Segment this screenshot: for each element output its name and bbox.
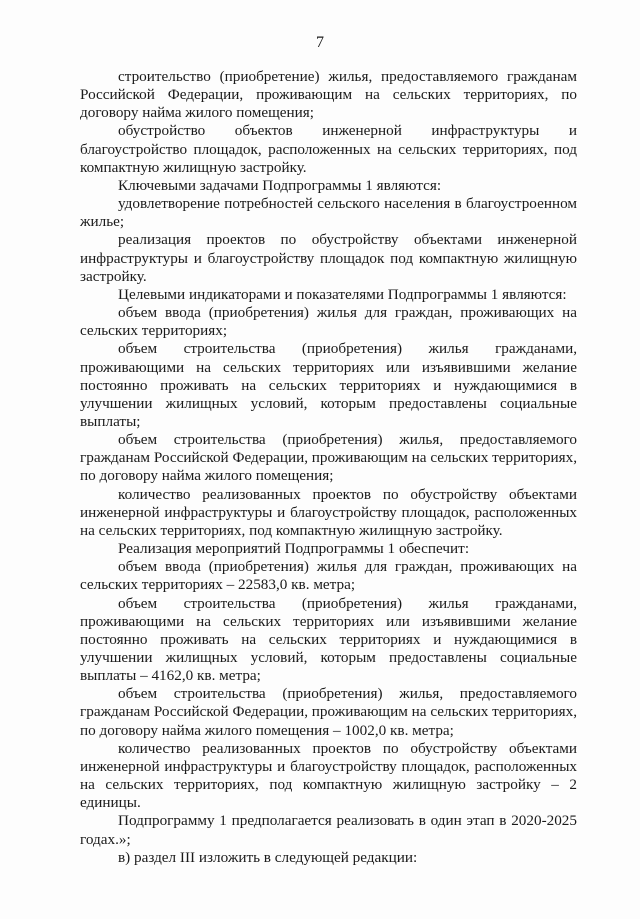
paragraph: в) раздел III изложить в следующей редакции: bbox=[118, 848, 418, 866]
paragraph: объем строительства (приобретения) жилья гражданами, проживающими на сельских территориях или изъявившими желание постоянно проживать на сельских территориях и нуждающимися в улучшении жилищных условий, которым предоставлены социальные выплаты; bbox=[80, 340, 577, 430]
paragraph: объем ввода (приобретения) жилья для граждан, проживающих на сельских территориях; bbox=[80, 304, 577, 340]
paragraph: объем строительства (приобретения) жилья, предоставляемого гражданам Российской Федерации, проживающим на сельских территориях, по договору найма жилого помещения; bbox=[80, 431, 577, 485]
paragraph: Подпрограмму 1 предполагается реализовать в один этап в 2020-2025 годах.»; bbox=[80, 812, 577, 848]
paragraph: обустройство объектов инженерной инфраструктуры и благоустройство площадок, расположенных на сельских территориях, под компактную жилищную застройку. bbox=[80, 122, 577, 176]
paragraph: объем строительства (приобретения) жилья, предоставляемого гражданам Российской Федерации, проживающим на сельских территориях, по договору найма жилого помещения – 1002,0 кв. метра; bbox=[80, 685, 577, 739]
page-number: 7 bbox=[316, 34, 324, 51]
paragraph: Целевыми индикаторами и показателями Подпрограммы 1 являются: bbox=[118, 285, 567, 303]
paragraph: Ключевыми задачами Подпрограммы 1 являются: bbox=[118, 176, 442, 194]
paragraph: строительство (приобретение) жилья, предоставляемого гражданам Российской Федерации, проживающим на сельских территориях, по договору найма жилого помещения; bbox=[80, 68, 577, 122]
paragraph: объем строительства (приобретения) жилья гражданами, проживающими на сельских территориях или изъявившими желание постоянно проживать на сельских территориях и нуждающимися в улучшении жилищных условий, которым предоставлены социальные выплаты – 4162,0 кв. метра; bbox=[80, 594, 577, 685]
paragraph: удовлетворение потребностей сельского населения в благоустроенном жилье; bbox=[80, 195, 577, 231]
paragraph: реализация проектов по обустройству объектами инженерной инфраструктуры и благоустройству площадок под компактную жилищную застройку. bbox=[80, 231, 577, 285]
paragraph: количество реализованных проектов по обустройству объектами инженерной инфраструктуры и благоустройству площадок, расположенных на сельских территориях, под компактную жилищную застройку – 2 единицы. bbox=[80, 739, 577, 812]
paragraph: количество реализованных проектов по обустройству объектами инженерной инфраструктуры и благоустройству площадок, расположенных на сельских территориях, под компактную жилищную застройку. bbox=[80, 485, 577, 539]
document-body bbox=[80, 68, 577, 867]
paragraph: объем ввода (приобретения) жилья для граждан, проживающих на сельских территориях – 22583,0 кв. метра; bbox=[80, 558, 577, 594]
paragraph: Реализация мероприятий Подпрограммы 1 обеспечит: bbox=[118, 540, 470, 558]
